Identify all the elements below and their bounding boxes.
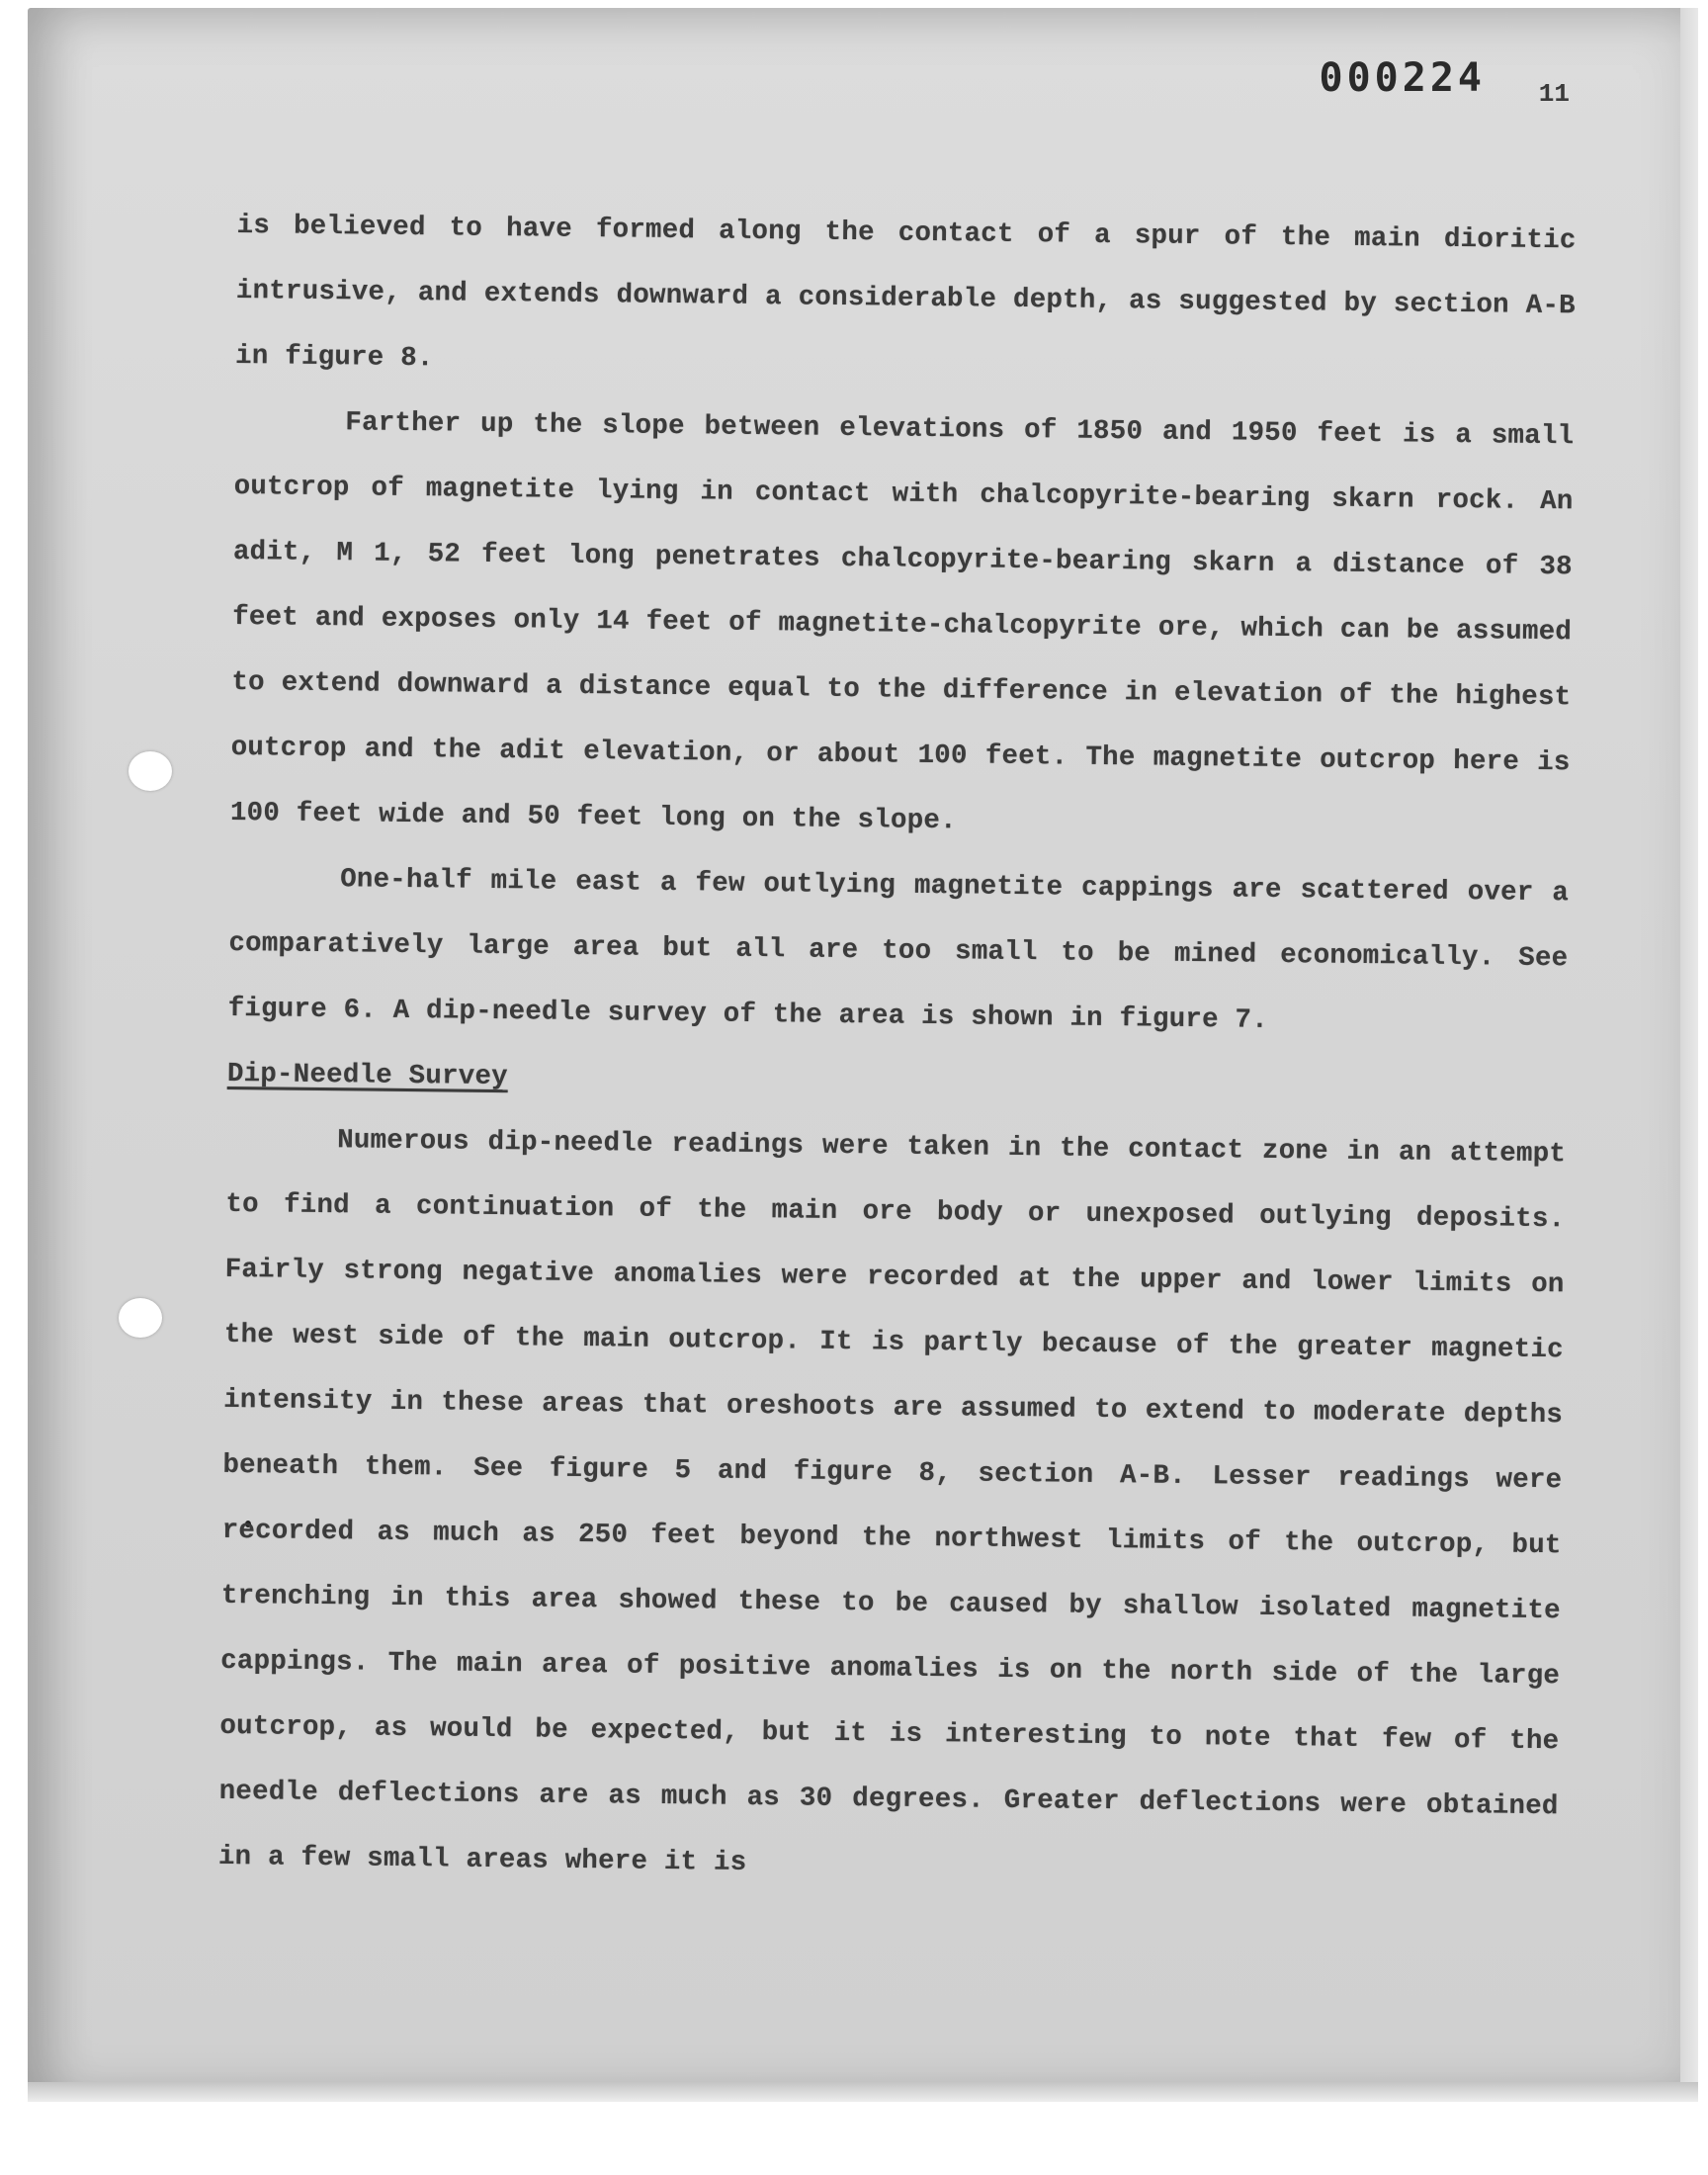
punch-hole — [119, 1298, 162, 1338]
paragraph-2: Farther up the slope between elevations of 1850 and 1950 feet is a small outcrop of magnetite lying in contact with chalcopyrite-bearing skarn rock. An adit, M 1, 52 feet long penetrates chalcopyrite-bearing skarn a distance of 38 feet and exposes only 14 feet of magnetite-chalcopyrite ore, which can be assumed to extend downward a distance equal to the difference in elevation of the highest outcrop and the adit elevation, or about 100 feet. The magnetite outcrop here is 100 feet wide and 50 feet long on the slope. — [229, 407, 1575, 837]
paragraph-1: is believed to have formed along the contact of a spur of the main dioritic intrusive, and extends downward a considerable depth, as suggested by section A-B in figure 8. — [234, 210, 1577, 375]
page-bottom-edge — [28, 2082, 1698, 2102]
body-text — [218, 194, 1577, 1905]
page-edge — [1680, 8, 1698, 2102]
document-number-stamp: 000224 — [1319, 55, 1486, 101]
punch-hole — [128, 751, 172, 791]
paragraph-4: Numerous dip-needle readings were taken in the contact zone in an attempt to find a continuation of the main ore body or unexposed outlying deposits. Fairly strong negative anomalies were recorded at the upper and lower limits on the west side of the main outcrop. It is partly because of the greater magnetic intensity in these areas that oreshoots are assumed to extend to moderate depths beneath them. See figure 5 and figure 8, section A-B. Lesser readings were recorded as much as 250 feet beyond the northwest limits of the outcrop, but trenching in this area showed these to be caused by shallow isolated magnetite cappings. The main area of positive anomalies is on the north side of the large outcrop, as would be expected, but it is interesting to note that few of the needle deflections are as much as 30 degrees. Greater deflections were obtained in a few small areas where it is — [217, 1125, 1567, 1878]
section-heading: Dip-Needle Survey — [226, 1058, 509, 1093]
page-number: 11 — [1538, 79, 1570, 109]
paragraph-3: One-half mile east a few outlying magnetite cappings are scattered over a comparatively large area but all are too small to be mined economically. See figure 6. A dip-needle survey of the area is shown in figure 7. — [227, 864, 1570, 1036]
